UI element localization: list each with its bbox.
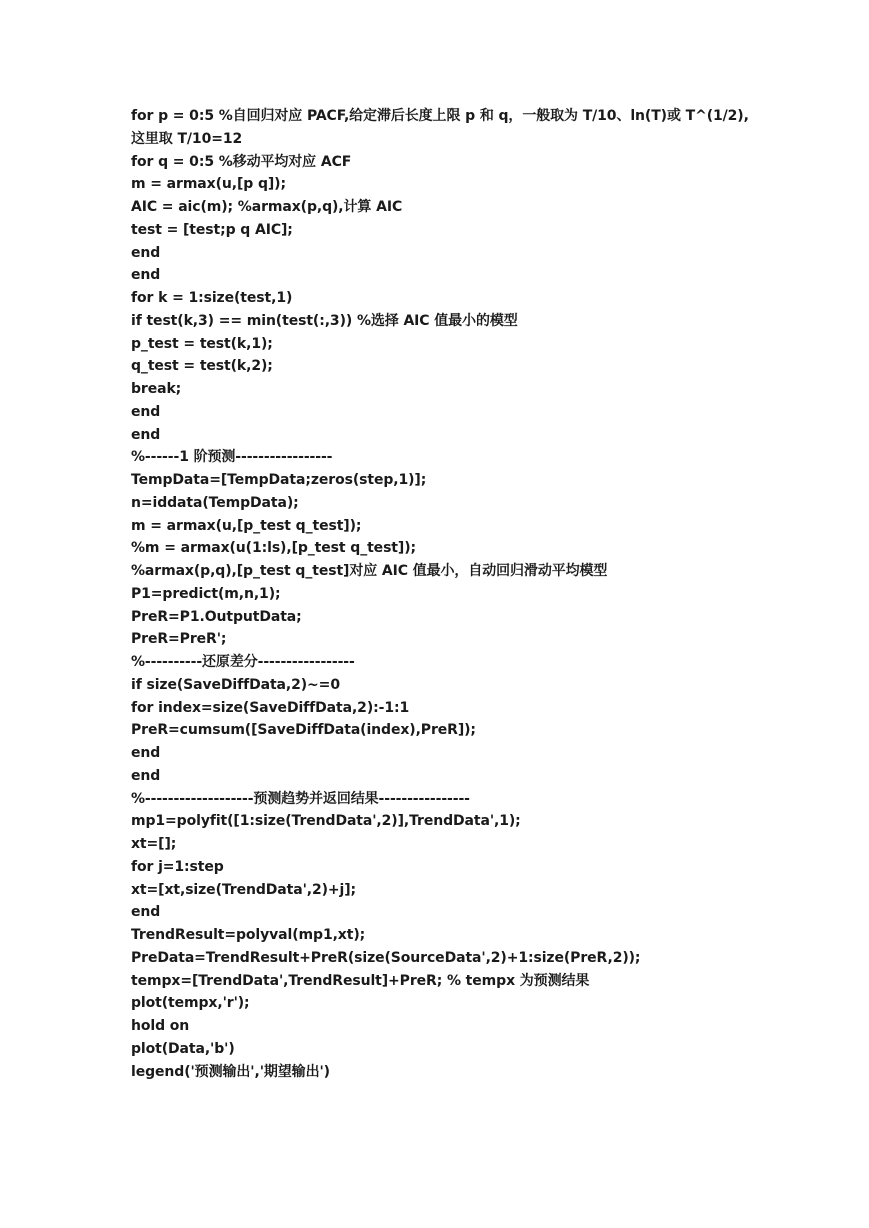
- code-line: end: [131, 403, 161, 420]
- code-line: n=iddata(TempData);: [131, 494, 299, 511]
- code-line: TrendResult=polyval(mp1,xt);: [131, 927, 366, 943]
- code-line: 这里取 T/10=12: [131, 130, 243, 147]
- code-line: break;: [131, 381, 182, 397]
- code-line: for index=size(SaveDiffData,2):-1:1: [131, 699, 410, 716]
- code-line: hold on: [131, 1018, 190, 1034]
- code-line: end: [131, 904, 161, 921]
- code-line: %----------还原差分-----------------: [131, 654, 355, 670]
- code-line: plot(tempx,'r');: [131, 995, 250, 1012]
- code-line: for k = 1:size(test,1): [131, 290, 293, 306]
- code-line: m = armax(u,[p q]);: [131, 176, 286, 193]
- code-line: legend('预测输出','期望输出'): [131, 1063, 330, 1080]
- code-line: if test(k,3) == min(test(:,3)) %选择 AIC 值最小的模型: [131, 312, 518, 329]
- code-line: xt=[xt,size(TrendData',2)+j];: [131, 881, 357, 898]
- code-line: for p = 0:5 %自回归对应 PACF,给定滞后长度上限 p 和 q，一般取为 T/10、ln(T)或 T^(1/2),: [131, 108, 749, 124]
- code-line: xt=[];: [131, 836, 177, 852]
- code-line: PreR=P1.OutputData;: [131, 608, 302, 625]
- code-line: for j=1:step: [131, 858, 224, 875]
- code-line: PreR=cumsum([SaveDiffData(index),PreR]);: [131, 722, 476, 739]
- code-line: %-------------------预测趋势并返回结果----------------: [131, 790, 470, 807]
- code-line: tempx=[TrendData',TrendResult]+PreR; % tempx 为预测结果: [131, 972, 590, 989]
- code-line: p_test = test(k,1);: [131, 335, 273, 352]
- code-line: end: [131, 426, 161, 443]
- matlab-code-block: [131, 105, 831, 1083]
- code-line: end: [131, 267, 161, 284]
- code-line: if size(SaveDiffData,2)~=0: [131, 676, 340, 693]
- code-line: %------1 阶预测-----------------: [131, 449, 333, 466]
- code-line: %m = armax(u(1:ls),[p_test q_test]);: [131, 540, 416, 557]
- code-line: mp1=polyfit([1:size(TrendData',2)],TrendData',1);: [131, 813, 521, 830]
- code-line: PreData=TrendResult+PreR(size(SourceData',2)+1:size(PreR,2));: [131, 949, 641, 966]
- code-line: for q = 0:5 %移动平均对应 ACF: [131, 153, 352, 170]
- code-line: end: [131, 745, 161, 761]
- code-line: q_test = test(k,2);: [131, 358, 273, 375]
- code-line: plot(Data,'b'): [131, 1040, 235, 1057]
- code-line: PreR=PreR';: [131, 631, 227, 648]
- code-line: P1=predict(m,n,1);: [131, 585, 281, 602]
- code-line: AIC = aic(m); %armax(p,q),计算 AIC: [131, 199, 403, 215]
- code-line: TempData=[TempData;zeros(step,1)];: [131, 472, 427, 488]
- code-line: %armax(p,q),[p_test q_test]对应 AIC 值最小，自动回归滑动平均模型: [131, 563, 608, 579]
- code-line: end: [131, 767, 161, 784]
- code-line: test = [test;p q AIC];: [131, 221, 293, 238]
- code-line: end: [131, 244, 161, 261]
- code-line: m = armax(u,[p_test q_test]);: [131, 517, 362, 534]
